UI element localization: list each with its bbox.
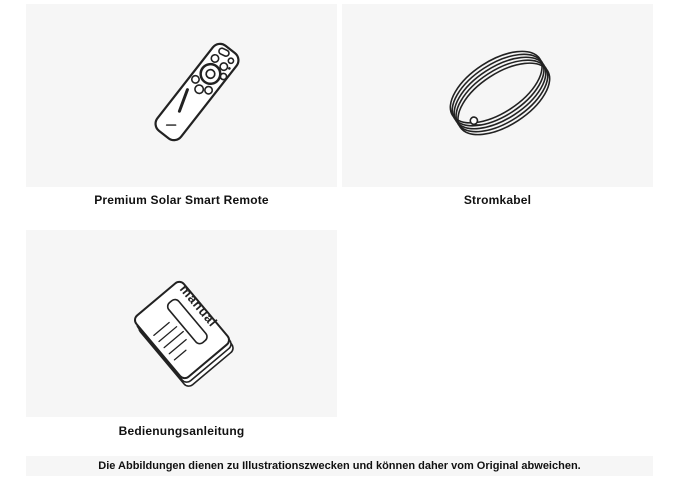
accessory-label-cable xyxy=(342,187,653,213)
disclaimer-text: Die Abbildungen dienen zu Illustrationszwecken und können daher vom Original abweichen. xyxy=(98,460,581,472)
label-text: Stromkabel xyxy=(463,193,532,207)
label-text: Bedienungsanleitung xyxy=(118,424,245,438)
manual-booklet-icon xyxy=(26,230,337,417)
accessory-panel-manual xyxy=(26,230,337,417)
accessory-label-remote xyxy=(26,187,337,213)
label-text: Premium Solar Smart Remote xyxy=(94,193,269,207)
accessory-panel-remote xyxy=(26,4,337,187)
power-cable-icon xyxy=(342,4,653,187)
disclaimer-bar xyxy=(26,456,653,476)
remote-control-icon xyxy=(26,4,337,187)
accessory-panel-cable xyxy=(342,4,653,187)
manual-cover-title: manual xyxy=(176,281,221,330)
accessory-label-manual xyxy=(26,418,337,444)
